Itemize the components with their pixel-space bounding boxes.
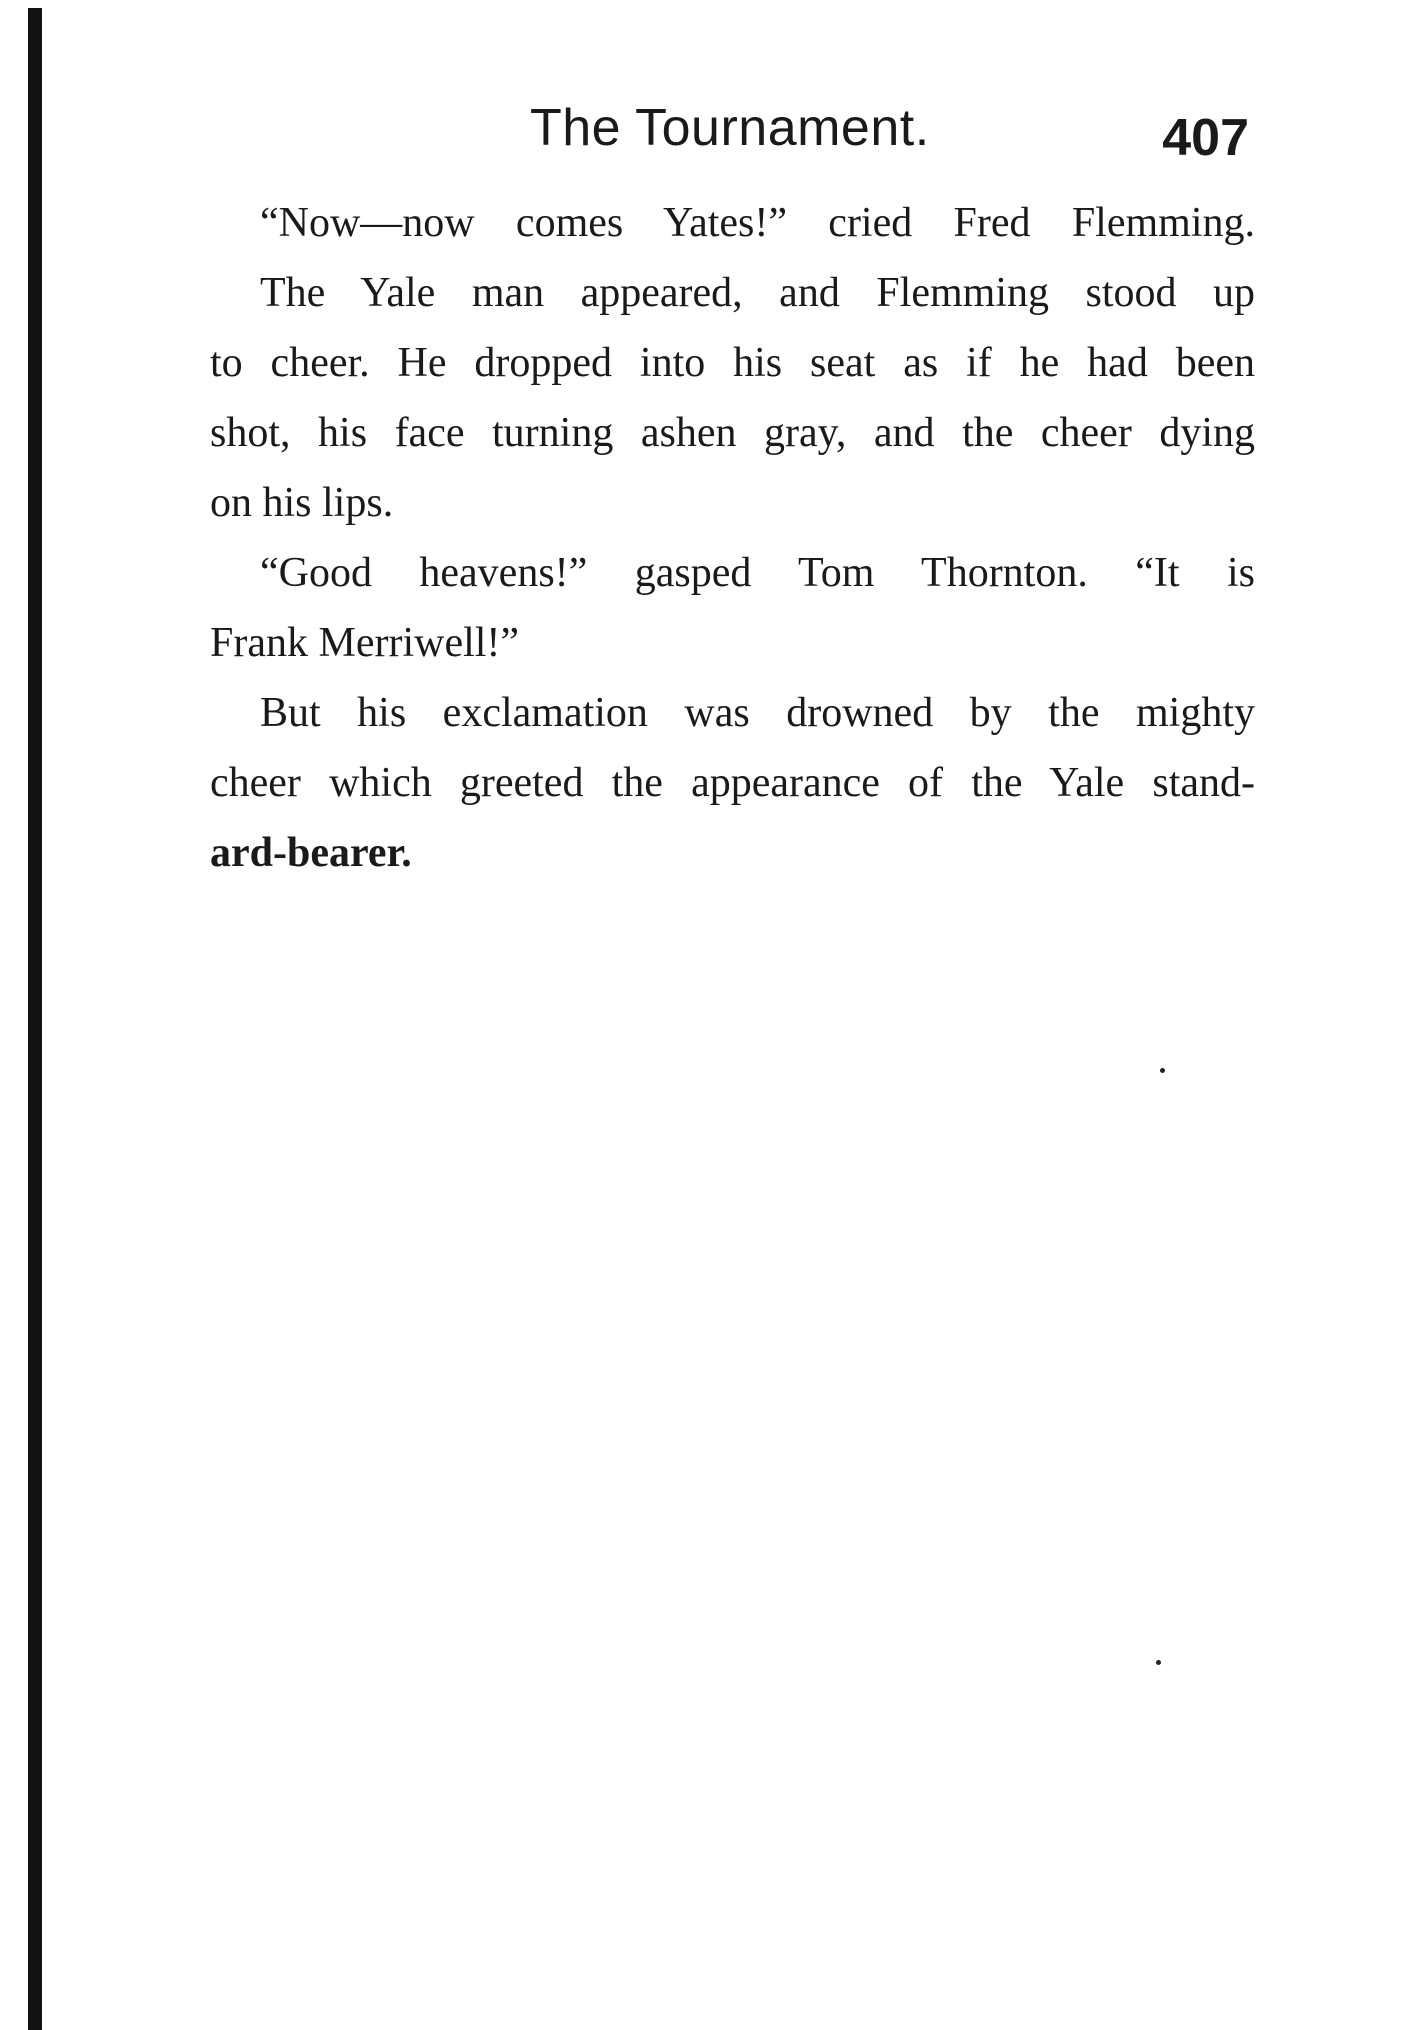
text-line: shot, his face turning ashen gray, and the cheer dying (210, 410, 1255, 456)
text-line: But his exclamation was drowned by the mighty (260, 690, 1255, 736)
page-header (210, 96, 1255, 176)
binding-edge (28, 8, 42, 2030)
text-line: on his lips. (210, 480, 394, 526)
body-text (210, 188, 1255, 888)
text-line: “Good heavens!” gasped Tom Thornton. “It is (260, 550, 1255, 596)
text-line: to cheer. He dropped into his seat as if he had been (210, 340, 1255, 386)
scan-speck (1160, 1068, 1165, 1073)
running-title: The Tournament. (530, 99, 930, 157)
text-line: Frank Merriwell!” (210, 620, 520, 666)
text-line: “Now—now comes Yates!” cried Fred Flemming. (260, 200, 1255, 246)
text-line: The Yale man appeared, and Flemming stood up (260, 270, 1255, 316)
text-line: ard-bearer. (210, 830, 412, 876)
page-number: 407 (1162, 109, 1249, 167)
text-line: cheer which greeted the appearance of the Yale stand- (210, 760, 1255, 806)
scan-speck (1156, 1660, 1161, 1665)
